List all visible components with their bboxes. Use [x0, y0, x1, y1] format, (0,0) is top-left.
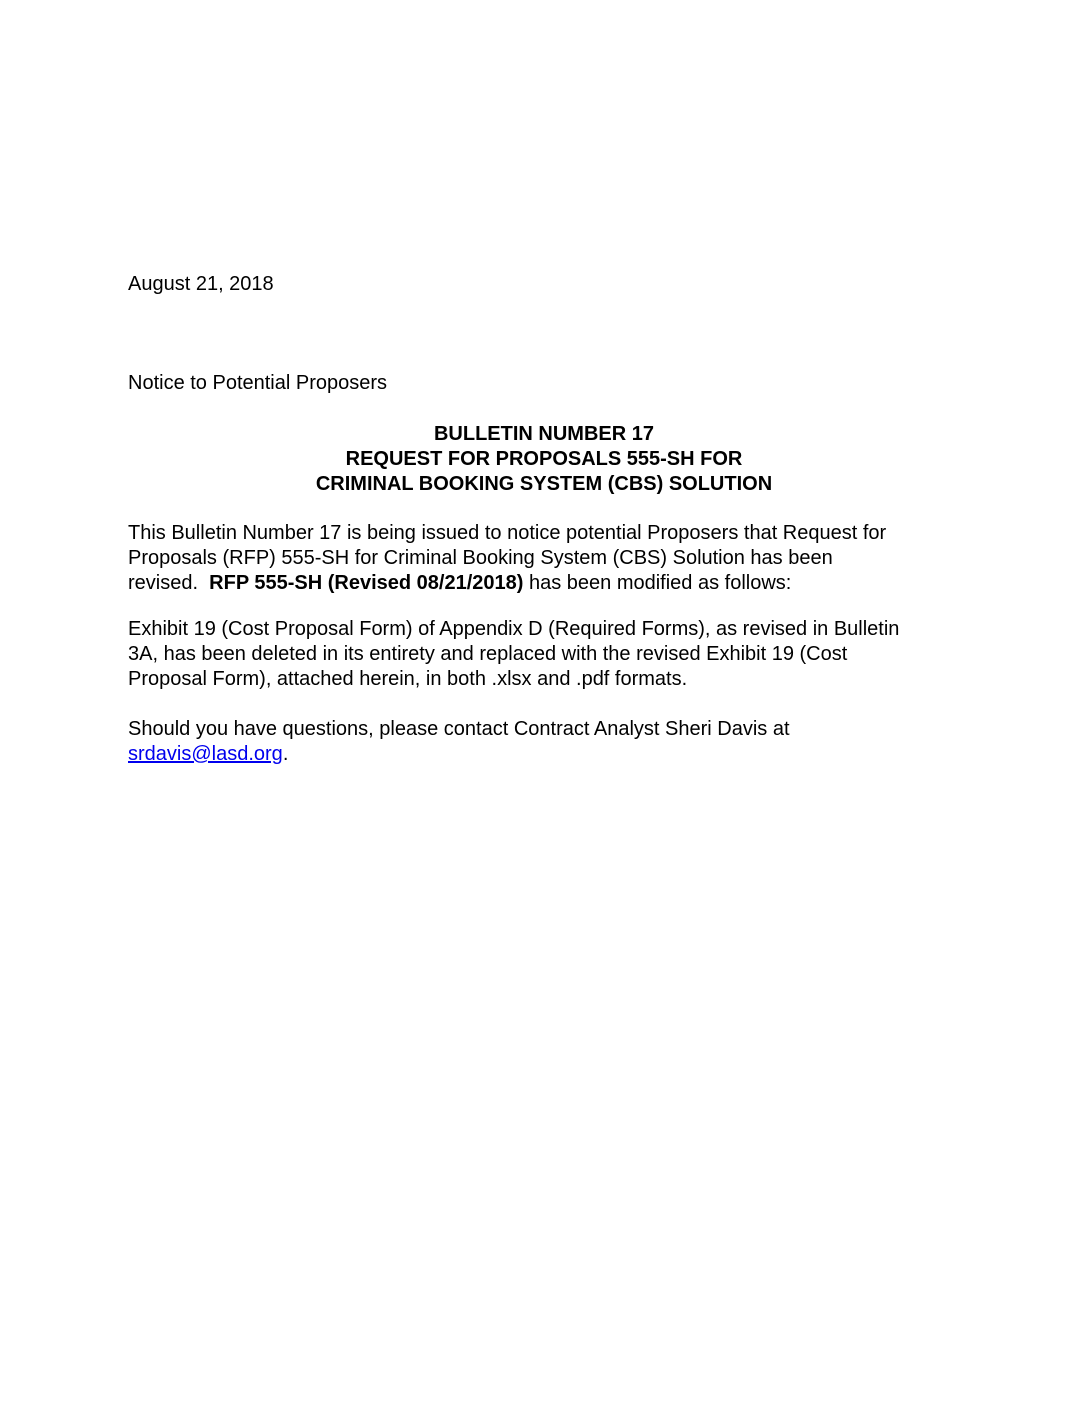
document-content — [128, 0, 960, 767]
bulletin-heading — [128, 422, 960, 497]
paragraph2-line2: 3A, has been deleted in its entirety and replaced with the revised Exhibit 19 (Cost — [128, 643, 848, 665]
paragraph1-line2: Proposals (RFP) 555-SH for Criminal Booking System (CBS) Solution has been — [128, 547, 833, 569]
paragraph-rfp-revised-notice — [128, 521, 960, 596]
salutation: Notice to Potential Proposers — [128, 372, 388, 394]
paragraph3-after-link: . — [282, 743, 289, 765]
heading-rfp-title: REQUEST FOR PROPOSALS 555-SH FOR — [345, 448, 743, 470]
heading-cbs-solution: CRIMINAL BOOKING SYSTEM (CBS) SOLUTION — [315, 473, 773, 495]
document-date: August 21, 2018 — [128, 273, 274, 295]
paragraph2-line1: Exhibit 19 (Cost Proposal Form) of Appendix D (Required Forms), as revised in Bulletin — [128, 618, 900, 640]
paragraph2-line3: Proposal Form), attached herein, in both .xlsx and .pdf formats. — [128, 668, 688, 690]
paragraph3-line1: Should you have questions, please contact Contract Analyst Sheri Davis at — [128, 718, 790, 740]
email-link[interactable]: srdavis@lasd.org — [128, 743, 283, 765]
paragraph1-line3-prefix: revised. — [128, 572, 210, 594]
heading-bulletin-number: BULLETIN NUMBER 17 — [433, 423, 654, 445]
rfp-revised-bold-text: RFP 555-SH (Revised 08/21/2018) — [209, 572, 524, 594]
paragraph1-line1: This Bulletin Number 17 is being issued to notice potential Proposers that Request for — [128, 522, 887, 544]
paragraph-exhibit-19-replacement — [128, 617, 960, 692]
paragraph1-line3-suffix: has been modified as follows: — [523, 572, 792, 594]
paragraph3-line2 — [128, 742, 960, 767]
paragraph-contact-info — [128, 717, 960, 767]
paragraph1-line3 — [128, 571, 960, 596]
